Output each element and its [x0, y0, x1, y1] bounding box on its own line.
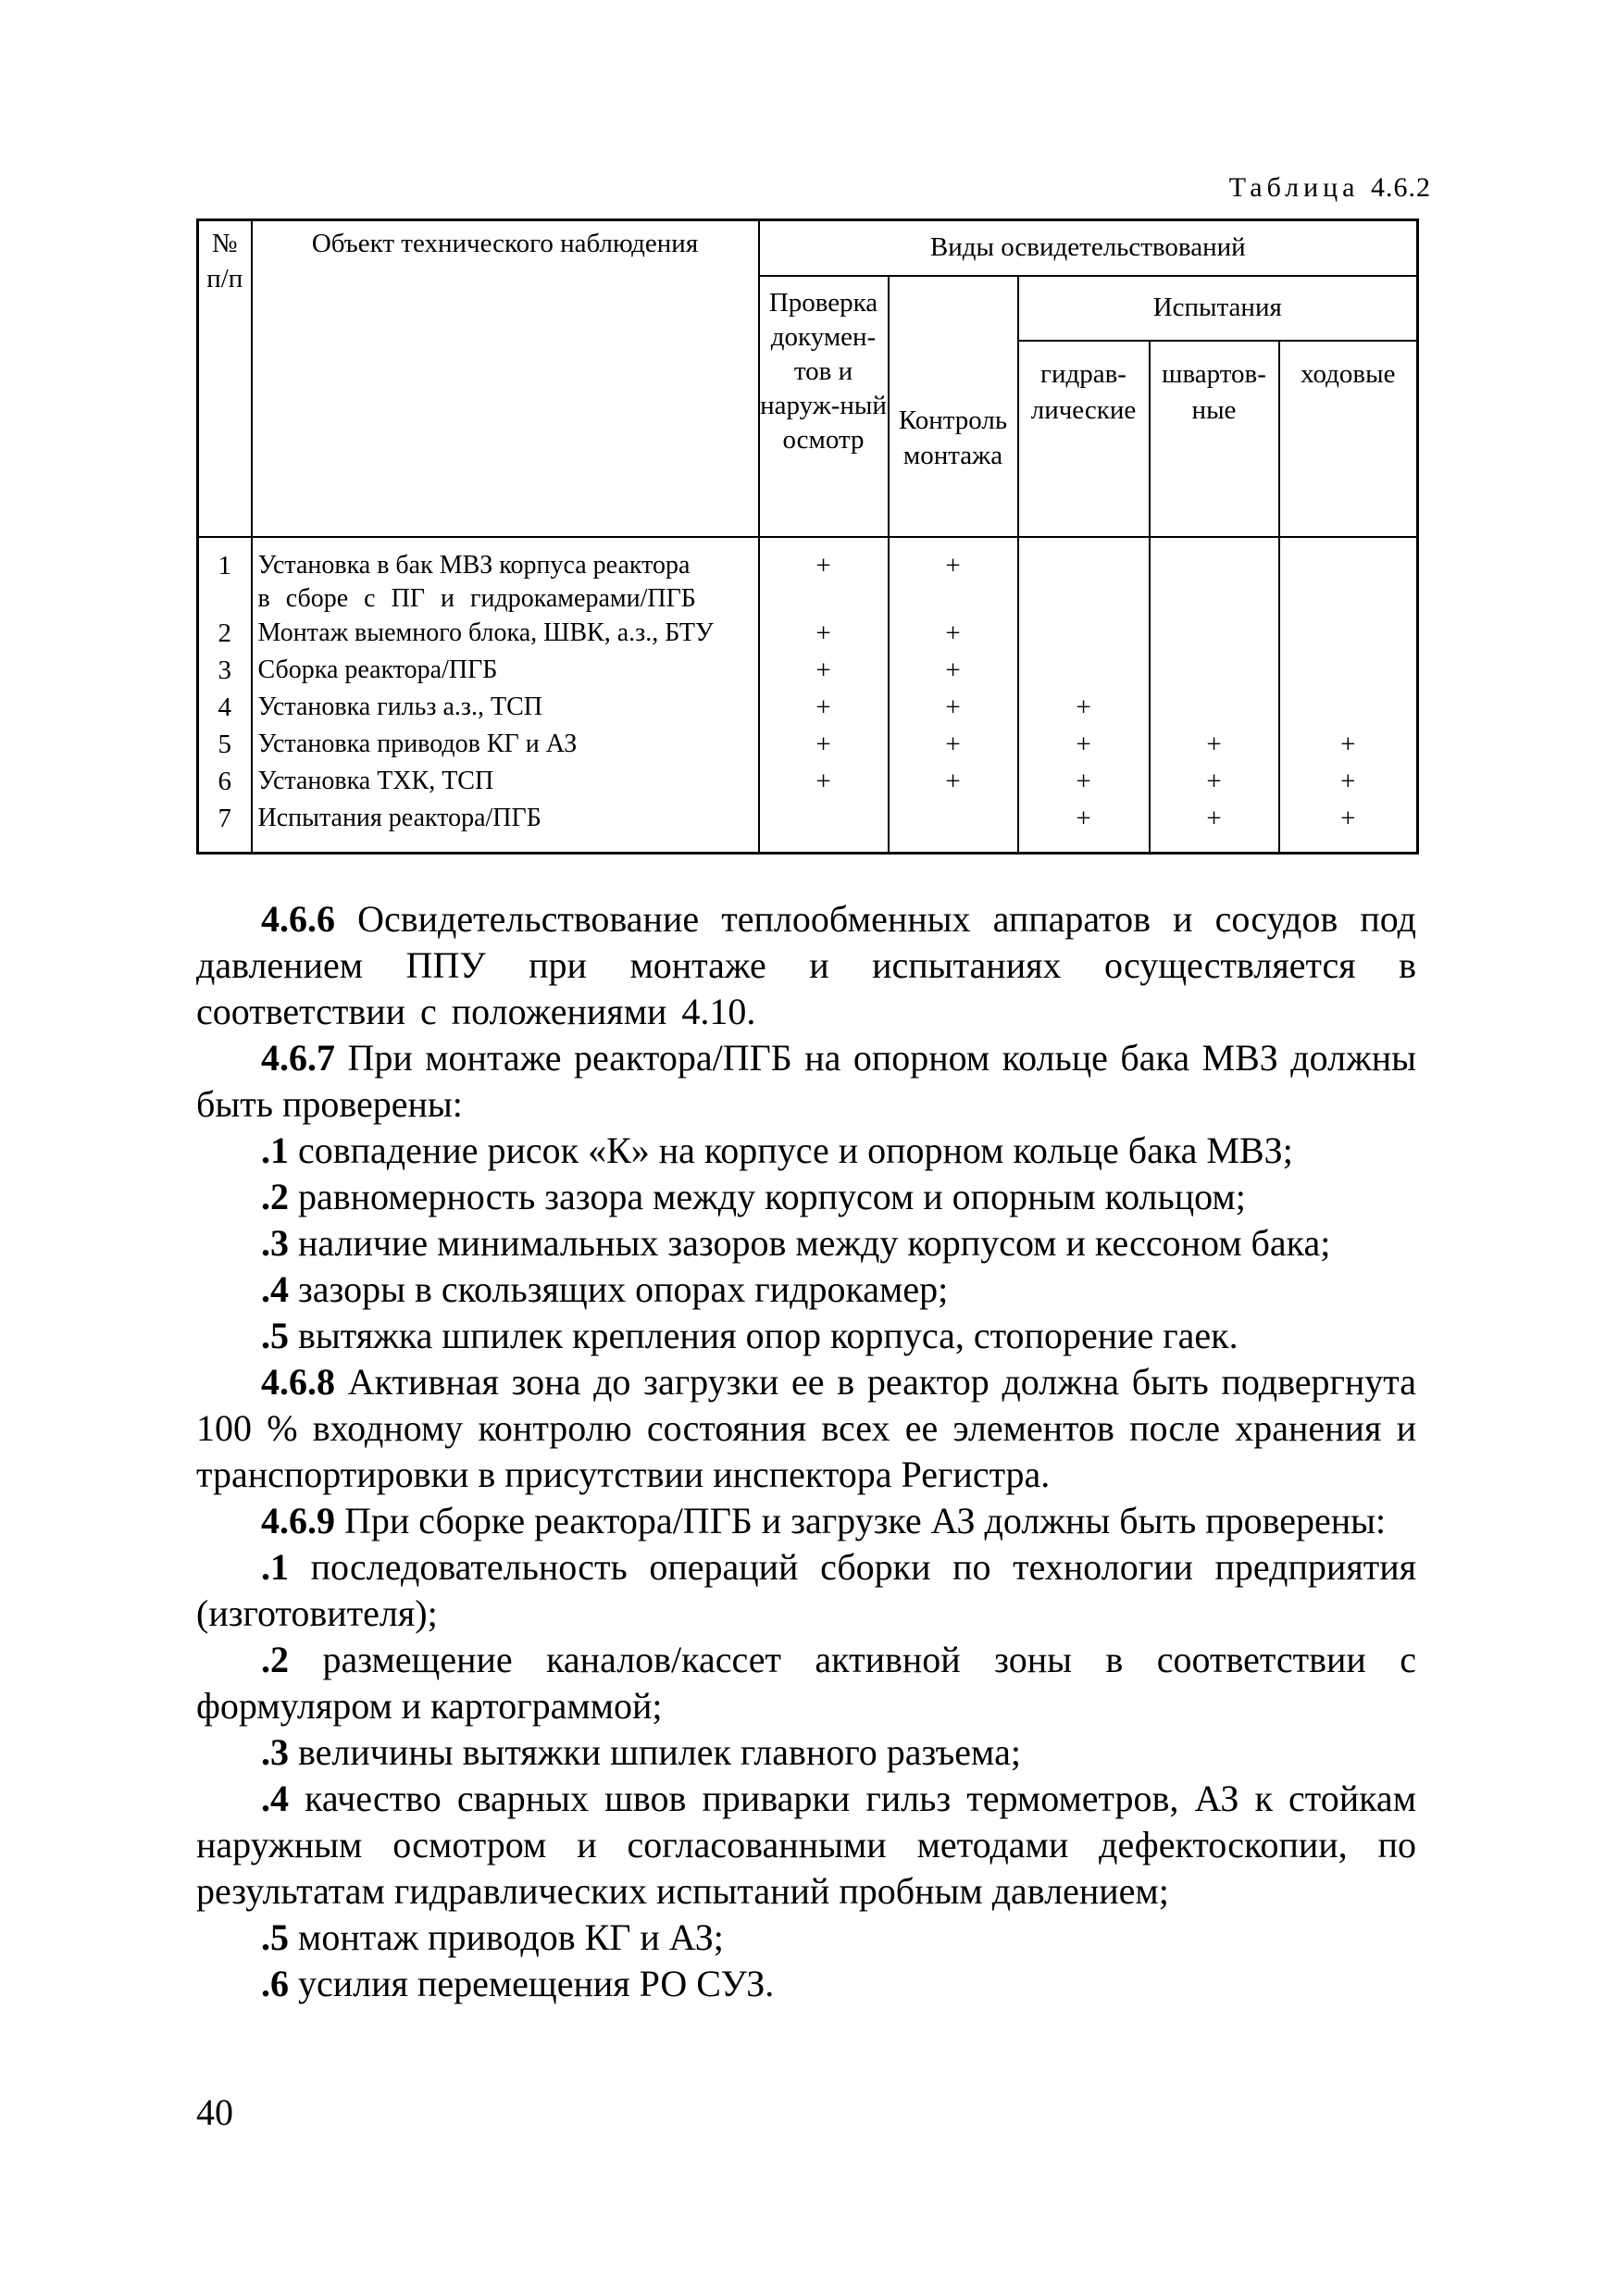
header-kinds: Виды освидетельствований	[759, 220, 1418, 277]
header-running: ходовые	[1279, 341, 1418, 537]
mark-mooring: +	[1150, 765, 1279, 802]
row-number: 5	[198, 728, 252, 765]
section-4-6-6	[196, 896, 1416, 1035]
table-row	[198, 691, 1418, 728]
item-text: совпадение рисок «К» на корпусе и опорном кольце бака МВЗ;	[298, 1129, 1293, 1171]
list-item	[196, 1637, 1416, 1729]
row-object: Монтаж выемного блока, ШВК, а.з., БТУ	[252, 617, 759, 654]
mark-mount	[889, 802, 1018, 854]
row-number: 1	[198, 537, 252, 617]
table-row	[198, 802, 1418, 854]
item-text: вытяжка шпилек крепления опор корпуса, стопорение гаек.	[298, 1315, 1238, 1356]
mark-mount: +	[889, 765, 1018, 802]
mark-docs	[759, 802, 889, 854]
row-number: 3	[198, 654, 252, 691]
mark-docs: +	[759, 691, 889, 728]
mark-hydraulic	[1018, 617, 1150, 654]
item-number: .1	[261, 1546, 289, 1588]
mark-docs: +	[759, 537, 889, 617]
mark-hydraulic: +	[1018, 691, 1150, 728]
item-text: величины вытяжки шпилек главного разъема;	[298, 1731, 1021, 1773]
item-number: .6	[261, 1963, 289, 2004]
list-item	[196, 1729, 1416, 1776]
header-object: Объект технического наблюдения	[252, 220, 759, 538]
mark-hydraulic	[1018, 537, 1150, 617]
item-number: .4	[261, 1778, 289, 1819]
mark-mooring	[1150, 691, 1279, 728]
section-text: Активная зона до загрузки ее в реактор должна быть подвергнута 100 % входному контролю состояния всех ее элементов после хранения и транспортировки в присутствии инспектора Регистра.	[196, 1361, 1417, 1495]
section-number: 4.6.9	[261, 1500, 335, 1541]
row-object: Установка гильз а.з., ТСП	[252, 691, 759, 728]
table-caption-word: Таблица	[1228, 172, 1360, 203]
section-4-6-7	[196, 1035, 1416, 1128]
item-text: наличие минимальных зазоров между корпусом и кессоном бака;	[298, 1222, 1331, 1264]
row-number: 7	[198, 802, 252, 854]
row-object-line2: в сборе с ПГ и гидрокамерами/ПГБ	[257, 584, 696, 614]
item-text: зазоры в скользящих опорах гидрокамер;	[298, 1268, 949, 1310]
list-item	[196, 1267, 1416, 1313]
list-item	[196, 1128, 1416, 1174]
mark-mooring: +	[1150, 728, 1279, 765]
mark-docs: +	[759, 617, 889, 654]
section-number: 4.6.6	[261, 898, 335, 940]
item-number: .1	[261, 1129, 289, 1171]
mark-running: +	[1279, 765, 1418, 802]
item-text: последовательность операций сборки по технологии предприятия (изготовителя);	[196, 1546, 1417, 1634]
mark-running	[1279, 537, 1418, 617]
mark-docs: +	[759, 728, 889, 765]
item-text: равномерность зазора между корпусом и опорным кольцом;	[298, 1176, 1246, 1217]
list-item	[196, 1915, 1416, 1961]
mark-hydraulic	[1018, 654, 1150, 691]
list-item	[196, 1776, 1416, 1915]
item-text: размещение каналов/кассет активной зоны в соответствии с формуляром и картограммой;	[196, 1639, 1417, 1727]
mark-hydraulic: +	[1018, 765, 1150, 802]
body-text	[196, 896, 1416, 2007]
mark-mount: +	[889, 654, 1018, 691]
mark-running: +	[1279, 802, 1418, 854]
table-row	[198, 654, 1418, 691]
mark-hydraulic: +	[1018, 728, 1150, 765]
list-item	[196, 1544, 1416, 1637]
mark-running	[1279, 691, 1418, 728]
section-text: Освидетельствование теплообменных аппаратов и сосудов под давлением ППУ при монтаже и испытаниях осуществляется в соответствии с положениями 4.10.	[196, 898, 1416, 1032]
item-number: .5	[261, 1916, 289, 1958]
mark-mooring	[1150, 654, 1279, 691]
list-item	[196, 1313, 1416, 1359]
table-row	[198, 765, 1418, 802]
section-number: 4.6.7	[261, 1037, 335, 1079]
item-text: усилия перемещения РО СУЗ.	[298, 1963, 775, 2004]
page-number: 40	[196, 2091, 233, 2133]
header-tests: Испытания	[1018, 276, 1418, 341]
table-row	[198, 537, 1418, 617]
mark-running: +	[1279, 728, 1418, 765]
mark-mount: +	[889, 728, 1018, 765]
item-number: .2	[261, 1639, 289, 1680]
mark-hydraulic: +	[1018, 802, 1150, 854]
section-4-6-9	[196, 1498, 1416, 1544]
section-text: При сборке реактора/ПГБ и загрузке АЗ должны быть проверены:	[344, 1500, 1387, 1541]
row-number: 6	[198, 765, 252, 802]
mark-mount: +	[889, 537, 1018, 617]
inspection-table	[196, 218, 1419, 855]
item-text: монтаж приводов КГ и АЗ;	[298, 1916, 724, 1958]
mark-mooring	[1150, 617, 1279, 654]
list-item	[196, 1220, 1416, 1267]
mark-mount: +	[889, 691, 1018, 728]
item-number: .4	[261, 1268, 289, 1310]
row-number: 2	[198, 617, 252, 654]
row-number: 4	[198, 691, 252, 728]
section-number: 4.6.8	[261, 1361, 335, 1403]
section-text: При монтаже реактора/ПГБ на опорном кольце бака МВЗ должны быть проверены:	[196, 1037, 1417, 1125]
item-text: качество сварных швов приварки гильз термометров, АЗ к стойкам наружным осмотром и согласованными методами дефектоскопии, по результатам гидравлических испытаний пробным давлением;	[196, 1778, 1417, 1912]
item-number: .2	[261, 1176, 289, 1217]
table-caption-number: 4.6.2	[1371, 172, 1431, 203]
section-4-6-8	[196, 1359, 1416, 1498]
row-object-line1: Установка в бак МВЗ корпуса реактора	[257, 551, 691, 580]
row-object: Испытания реактора/ПГБ	[252, 802, 759, 854]
mark-mooring	[1150, 537, 1279, 617]
table-row	[198, 728, 1418, 765]
header-mount-control: Контроль монтажа	[889, 276, 1018, 537]
mark-mooring: +	[1150, 802, 1279, 854]
list-item	[196, 1961, 1416, 2007]
item-number: .5	[261, 1315, 289, 1356]
mark-running	[1279, 654, 1418, 691]
row-object: Установка ТХК, ТСП	[252, 765, 759, 802]
mark-docs: +	[759, 765, 889, 802]
table-caption	[1229, 172, 1431, 204]
header-hydraulic: гидрав-лические	[1018, 341, 1150, 537]
row-object: Сборка реактора/ПГБ	[252, 654, 759, 691]
header-mooring: швартов-ные	[1150, 341, 1279, 537]
header-check-docs: Проверка докумен-тов и наруж-ный осмотр	[759, 276, 889, 537]
mark-docs: +	[759, 654, 889, 691]
item-number: .3	[261, 1222, 289, 1264]
item-number: .3	[261, 1731, 289, 1773]
mark-mount: +	[889, 617, 1018, 654]
mark-running	[1279, 617, 1418, 654]
list-item	[196, 1174, 1416, 1220]
table-row	[198, 617, 1418, 654]
row-object	[252, 537, 759, 617]
header-num: № п/п	[198, 220, 252, 538]
row-object: Установка приводов КГ и АЗ	[252, 728, 759, 765]
